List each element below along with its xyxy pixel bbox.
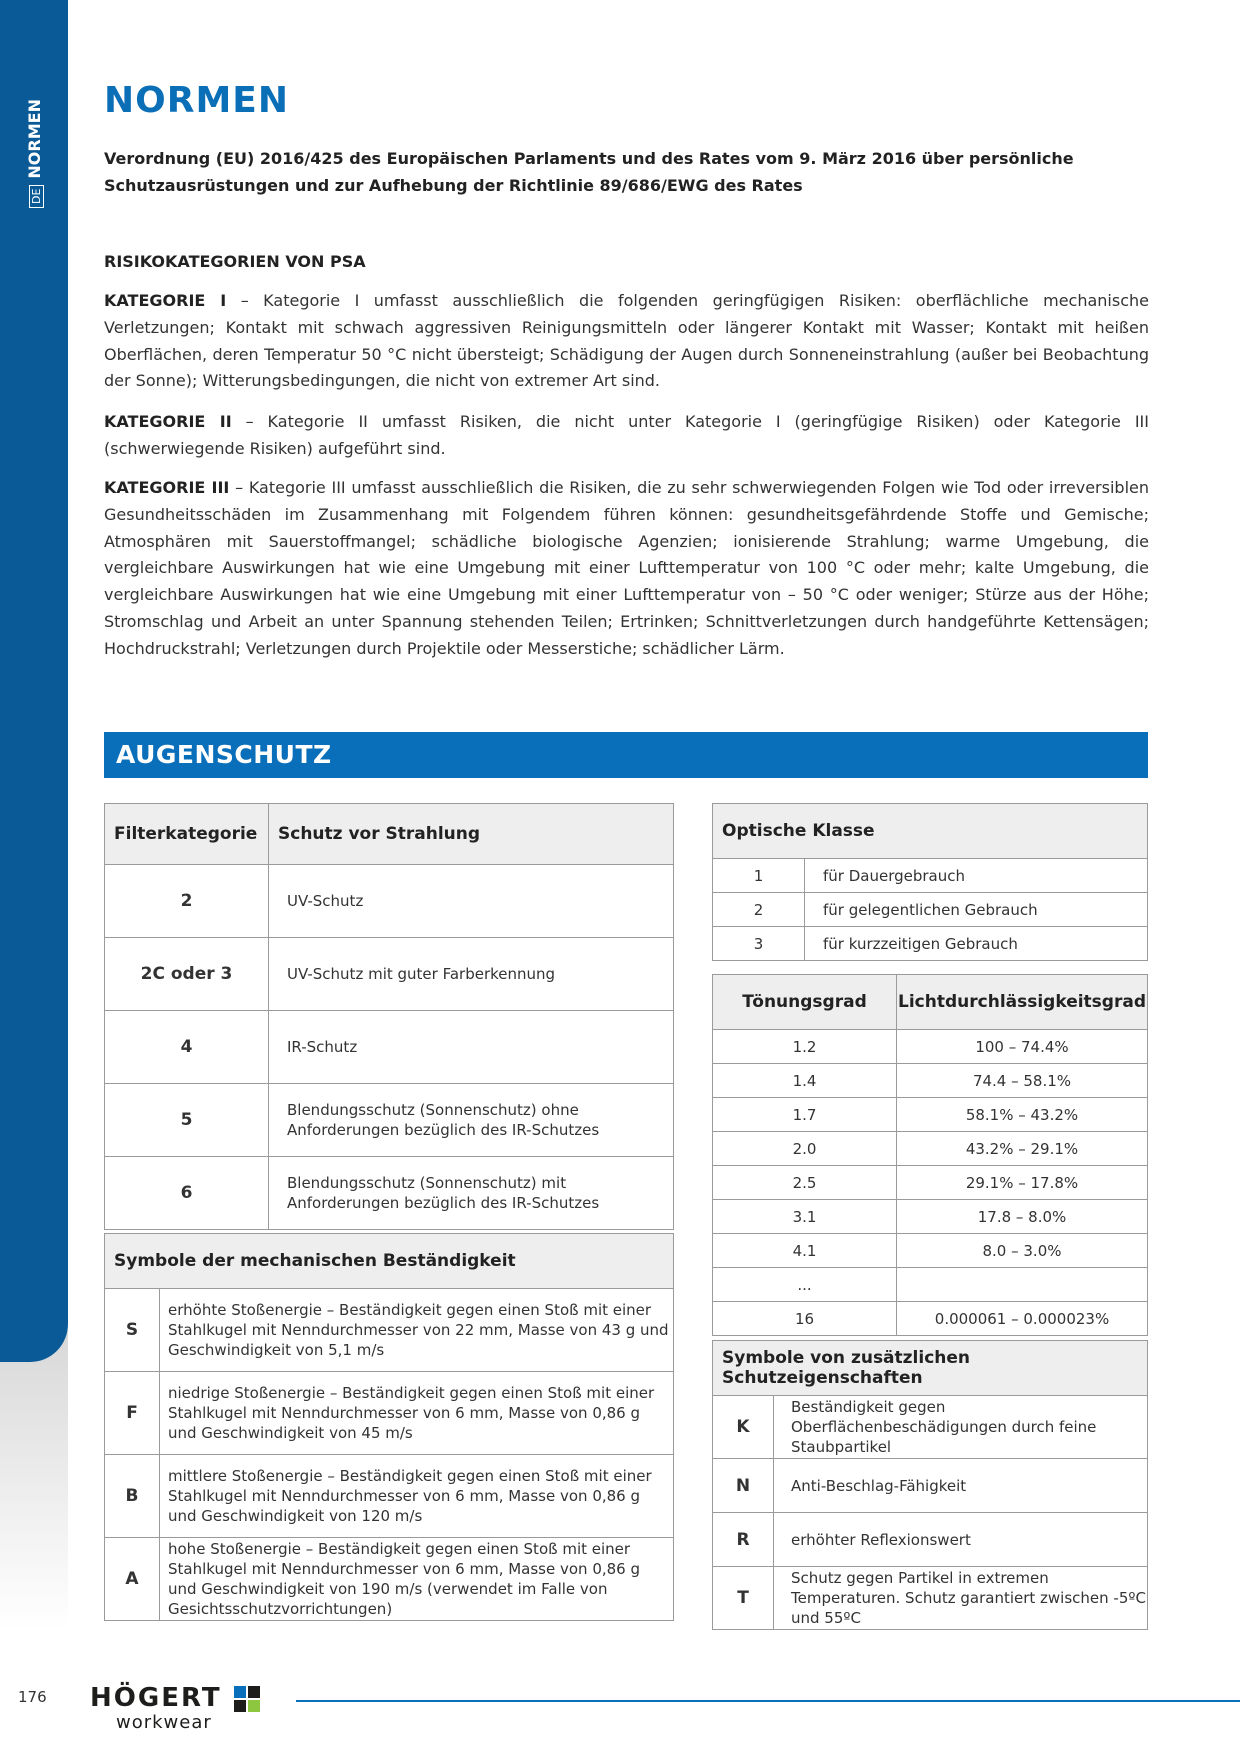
intro-text: Verordnung (EU) 2016/425 des Europäischen Parlaments und des Rates vom 9. März 2016 über persönliche Schutzausrüstungen und zur Aufhebung der Richtlinie 89/686/EWG des Rates [104,149,1074,195]
logo-square-icon [234,1686,246,1698]
category-2-text: – Kategorie II umfasst Risiken, die nicht unter Kategorie I (geringfügige Risiken) oder Kategorie III (schwerwiegende Risiken) aufgeführt sind. [104,412,1149,458]
mechanical-key: F [105,1372,160,1455]
filter-table [104,803,674,1230]
table-header-row [713,975,1148,1030]
hogert-logo [90,1676,280,1736]
filter-header-category: Filterkategorie [105,804,269,865]
category-3 [104,475,1149,663]
tint-key: 1.2 [713,1030,897,1064]
optical-key: 3 [713,927,805,961]
brand-sub: workwear [116,1712,212,1733]
table-row [105,1157,674,1230]
symbol-value: Anti-Beschlag-Fähigkeit [774,1459,1148,1513]
filter-key: 4 [105,1011,269,1084]
symbol-value: Schutz gegen Partikel in extremen Temperaturen. Schutz garantiert zwischen -5ºC und 55ºC [774,1567,1148,1630]
table-row [713,1302,1148,1336]
sidebar-section: NORMEN [25,99,44,179]
mechanical-value: hohe Stoßenergie – Beständigkeit gegen einen Stoß mit einer Stahlkugel mit Nenndurchmesser von 6 mm, Masse von 0,86 g und Geschwindigkeit von 190 m/s (verwendet im Falle von Gesichtsschutzvorrichtungen) [160,1538,674,1621]
table-header-row [713,804,1148,859]
footer-line [296,1700,1240,1702]
tint-value: 100 – 74.4% [897,1030,1148,1064]
tint-value: 43.2% – 29.1% [897,1132,1148,1166]
table-row [713,1234,1148,1268]
category-2 [104,409,1149,463]
mechanical-value: mittlere Stoßenergie – Beständigkeit gegen einen Stoß mit einer Stahlkugel mit Nenndurchmesser von 6 mm, Masse von 0,86 g und Geschwindigkeit von 120 m/s [160,1455,674,1538]
table-row [713,1396,1148,1459]
tint-value: 8.0 – 3.0% [897,1234,1148,1268]
symbol-key: N [713,1459,774,1513]
table-row [713,893,1148,927]
symbol-key: T [713,1567,774,1630]
table-header-row [105,1234,674,1289]
section-title: AUGENSCHUTZ [116,740,332,769]
table-row [713,1200,1148,1234]
brand-name: HÖGERT [90,1683,222,1713]
table-row [713,1567,1148,1630]
sidebar-label [18,88,52,208]
table-row [713,927,1148,961]
mechanical-header: Symbole der mechanischen Beständigkeit [105,1234,674,1289]
mechanical-table [104,1233,674,1621]
filter-value: IR-Schutz [269,1011,674,1084]
mechanical-key: A [105,1538,160,1621]
optical-class-table [712,803,1148,961]
logo-square-icon [248,1700,260,1712]
category-1 [104,288,1149,395]
table-row [713,1064,1148,1098]
table-row [105,1455,674,1538]
tint-key: 2.5 [713,1166,897,1200]
optical-value: für Dauergebrauch [805,859,1148,893]
table-row [713,1459,1148,1513]
tint-value [897,1268,1148,1302]
filter-header-protection: Schutz vor Strahlung [269,804,674,865]
optical-header: Optische Klasse [713,804,1148,859]
symbol-key: R [713,1513,774,1567]
tint-key: 16 [713,1302,897,1336]
page-title: NORMEN [104,80,289,121]
tint-value: 29.1% – 17.8% [897,1166,1148,1200]
table-row [105,1084,674,1157]
table-row [713,859,1148,893]
tint-value: 74.4 – 58.1% [897,1064,1148,1098]
tint-key: 1.4 [713,1064,897,1098]
category-1-title: KATEGORIE I [104,291,227,310]
tint-key: 3.1 [713,1200,897,1234]
table-row [713,1513,1148,1567]
filter-key: 2C oder 3 [105,938,269,1011]
filter-value: UV-Schutz [269,865,674,938]
sidebar-fade [0,1330,68,1630]
optical-value: für gelegentlichen Gebrauch [805,893,1148,927]
tint-key: ... [713,1268,897,1302]
filter-value: Blendungsschutz (Sonnenschutz) ohne Anforderungen bezüglich des IR-Schutzes [269,1084,674,1157]
optical-value: für kurzzeitigen Gebrauch [805,927,1148,961]
filter-key: 2 [105,865,269,938]
mechanical-value: erhöhte Stoßenergie – Beständigkeit gegen einen Stoß mit einer Stahlkugel mit Nenndurchmesser von 22 mm, Masse von 43 g und Geschwindigkeit von 5,1 m/s [160,1289,674,1372]
logo-square-icon [234,1700,246,1712]
logo-square-icon [248,1686,260,1698]
tint-key: 1.7 [713,1098,897,1132]
table-header-row [105,804,674,865]
table-row [105,865,674,938]
section-header-augenschutz [104,732,1148,778]
filter-key: 5 [105,1084,269,1157]
category-1-text: – Kategorie I umfasst ausschließlich die folgenden geringfügigen Risiken: oberflächliche mechanische Verletzungen; Kontakt mit schwach aggressiven Reinigungsmitteln oder längerer Kontakt mit Wasser; Kontakt mit heißen Oberflächen, deren Temperatur 50 °C nicht übersteigt; Schädigung der Augen durch Sonneneinstrahlung (außer bei Beobachtung der Sonne); Witterungsbedingungen, die nicht von extremer Art sind. [104,291,1149,391]
category-3-text: – Kategorie III umfasst ausschließlich die Risiken, die zu sehr schwerwiegenden Folgen wie Tod oder irreversiblen Gesundheitsschäden im Zusammenhang mit Folgendem führen können: gesundheitsgefährdende Stoffe und Gemische; Atmosphären mit Sauerstoffmangel; schädliche biologische Agenzien; ionisierende Strahlung; warme Umgebung, die vergleichbare Auswirkungen hat wie eine Umgebung mit einer Lufttemperatur von 100 °C oder mehr; kalte Umgebung, die vergleichbare Auswirkungen hat wie eine Umgebung mit einer Lufttemperatur von – 50 °C oder weniger; Stürze aus der Höhe; Stromschlag und Arbeit an unter Spannung stehenden Teilen; Ertrinken; Schnittverletzungen durch handgeführte Kettensägen; Hochdruckstrahl; Verletzungen durch Projektile oder Messerstiche; schädlicher Lärm. [104,478,1149,658]
language-badge: DE [29,185,44,208]
tint-value: 58.1% – 43.2% [897,1098,1148,1132]
table-row [713,1030,1148,1064]
table-header-row [713,1341,1148,1396]
filter-value: UV-Schutz mit guter Farberkennung [269,938,674,1011]
table-row [713,1268,1148,1302]
table-row [713,1166,1148,1200]
symbol-value: Beständigkeit gegen Oberflächenbeschädigungen durch feine Staubpartikel [774,1396,1148,1459]
symbols-header: Symbole von zusätzlichen Schutzeigenschaften [713,1341,1148,1396]
table-row [105,938,674,1011]
tint-header-transmission: Lichtdurchlässigkeitsgrad [897,975,1148,1030]
table-row [105,1289,674,1372]
mechanical-value: niedrige Stoßenergie – Beständigkeit gegen einen Stoß mit einer Stahlkugel mit Nenndurchmesser von 6 mm, Masse von 0,86 g und Geschwindigkeit von 45 m/s [160,1372,674,1455]
tint-value: 17.8 – 8.0% [897,1200,1148,1234]
table-row [713,1132,1148,1166]
risk-heading: RISIKOKATEGORIEN VON PSA [104,252,366,271]
symbol-key: K [713,1396,774,1459]
category-2-title: KATEGORIE II [104,412,232,431]
table-row [713,1098,1148,1132]
table-row [105,1538,674,1621]
tint-header-grade: Tönungsgrad [713,975,897,1030]
table-row [105,1372,674,1455]
table-row [105,1011,674,1084]
tint-table [712,974,1148,1336]
tint-value: 0.000061 – 0.000023% [897,1302,1148,1336]
page-number: 176 [18,1688,47,1706]
filter-value: Blendungsschutz (Sonnenschutz) mit Anforderungen bezüglich des IR-Schutzes [269,1157,674,1230]
filter-key: 6 [105,1157,269,1230]
tint-key: 4.1 [713,1234,897,1268]
symbol-value: erhöhter Reflexionswert [774,1513,1148,1567]
tint-key: 2.0 [713,1132,897,1166]
mechanical-key: B [105,1455,160,1538]
optical-key: 1 [713,859,805,893]
optical-key: 2 [713,893,805,927]
mechanical-key: S [105,1289,160,1372]
additional-symbols-table [712,1340,1148,1630]
category-3-title: KATEGORIE III [104,478,230,497]
